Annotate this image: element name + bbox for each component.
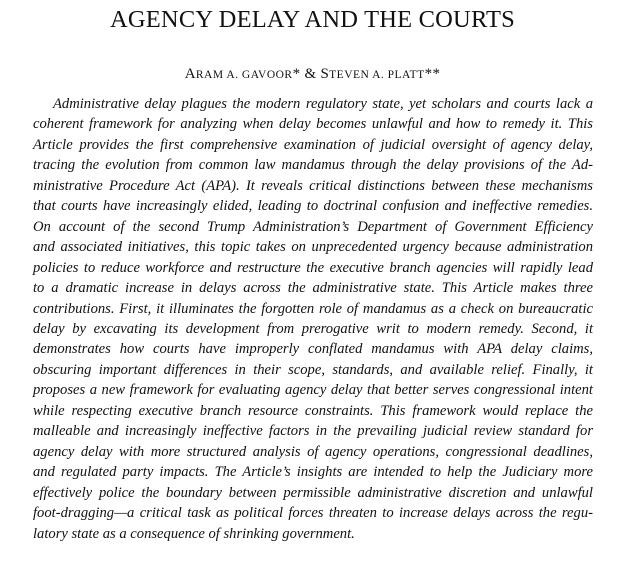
abstract-line: latory state as a consequence of shrinking government. xyxy=(33,525,355,542)
abstract-line: demonstrates how courts have improperly conflated mandamus with APA delay claims, xyxy=(33,341,593,358)
abstract-line: malleable and increasingly ineffective factors in the prevailing judicial review standard for xyxy=(33,423,593,440)
abstract-line: proposes a new framework for evaluating agency delay that better serves congressional intent xyxy=(33,382,593,399)
abstract-line: foot-dragging—a critical task as political forces threaten to increase delays across the regu- xyxy=(33,505,593,522)
abstract-line: effectively police the boundary between permissible administrative discretion and unlawful xyxy=(33,484,593,501)
abstract-line: coherent framework for analyzing when delay becomes unlawful and how to remedy it. This xyxy=(33,116,593,133)
abstract-line: and associated initiatives, this topic takes on unprecedented urgency because administration xyxy=(33,239,593,256)
footnote-mark-1: * xyxy=(292,66,301,82)
article-title: AGENCY DELAY AND THE COURTS xyxy=(109,6,516,33)
author-2: STEVEN A. PLATT** xyxy=(320,66,441,82)
abstract-line: agency delay with more structured analysis of agency operations, congressional deadlines, xyxy=(33,443,593,460)
abstract-line: Article provides the first comprehensive examination of judicial oversight of agency delay, xyxy=(33,136,593,153)
abstract-line: On account of the second Trump Administration’s Department of Government Efficiency xyxy=(33,218,593,235)
author-1: ARAM A. GAVOOR* xyxy=(184,66,301,82)
abstract-line: Administrative delay plagues the modern regulatory state, yet scholars and courts lack a xyxy=(53,96,593,112)
abstract-line: ministrative Procedure Act (APA). It reveals critical distinctions between these mechanisms xyxy=(33,177,593,194)
author-conjunction: & xyxy=(300,66,321,82)
abstract-line: while respecting executive branch resource constraints. This framework would replace the xyxy=(33,402,593,419)
footnote-mark-2: ** xyxy=(424,66,441,82)
abstract-line: policies to reduce workforce and restructure the executive branch agencies will rapidly lead xyxy=(33,259,593,276)
abstract-line: delay by excavating its development from prerogative writ to modern remedy. Second, it xyxy=(33,320,593,337)
abstract-line: to a dramatic increase in delays across the administrative state. This Article makes three xyxy=(33,280,593,297)
abstract-paragraph xyxy=(33,94,593,544)
author-line xyxy=(0,66,625,83)
abstract-line: contributions. First, it illuminates the forgotten role of mandamus as a check on bureaucratic xyxy=(33,300,593,317)
abstract-line: tracing the evolution from common law mandamus through the delay provisions of the Ad- xyxy=(33,157,593,174)
abstract-line: that courts have increasingly elided, leading to doctrinal confusion and ineffective remedies. xyxy=(33,198,593,215)
abstract-line: and regulated party impacts. The Article’s insights are intended to help the Judiciary more xyxy=(33,464,593,481)
abstract-line: obscuring important differences in their scope, standards, and available relief. Finally, it xyxy=(33,361,593,378)
